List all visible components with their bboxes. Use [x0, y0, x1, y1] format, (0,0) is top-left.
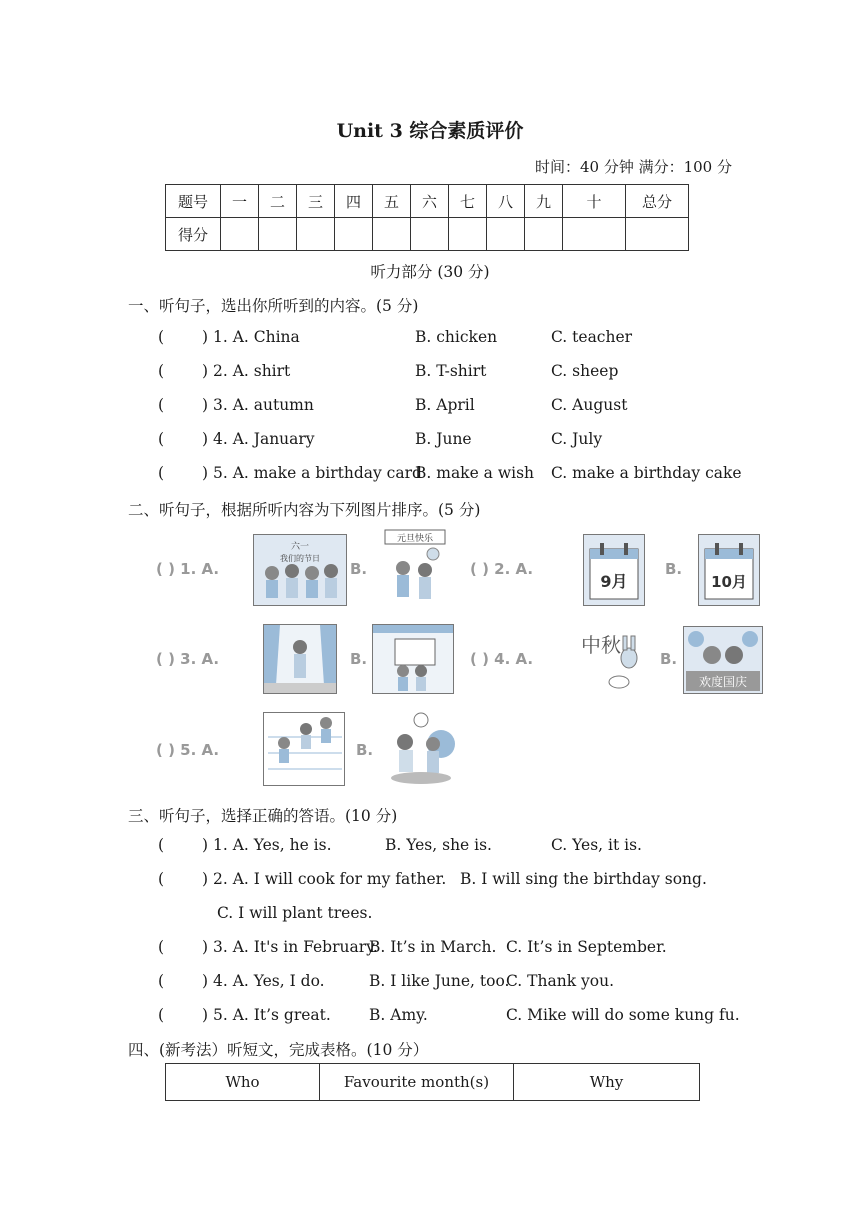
- score-header-cell: 八: [487, 185, 525, 218]
- s2-q1a-top-text: 六一: [290, 542, 310, 552]
- answer-table-header-row: [166, 1064, 700, 1101]
- s3-q3-c: C. It’s in September.: [506, 938, 667, 956]
- score-cell[interactable]: [335, 218, 373, 251]
- score-cell[interactable]: [259, 218, 297, 251]
- s2-q4-b-label: B.: [660, 650, 678, 668]
- s3-q1-a: ) 1. A. Yes, he is.: [202, 836, 332, 854]
- score-header-cell: 二: [259, 185, 297, 218]
- s2-q4b-banner-text: 欢度国庆: [698, 675, 748, 689]
- score-header-cell: 一: [221, 185, 259, 218]
- s2-q2-picture-b: [698, 534, 760, 606]
- children-planting-trees-icon: [375, 710, 467, 786]
- score-cell[interactable]: [525, 218, 563, 251]
- s2-q4a-text: 中秋: [581, 633, 621, 657]
- stage-girl-singing-icon: [264, 625, 336, 693]
- mid-autumn-rabbit-icon: [575, 622, 645, 694]
- score-header-cell: 十: [563, 185, 626, 218]
- s2-q5-picture-b: [375, 710, 467, 786]
- answer-col-favourite-months: Favourite month(s): [320, 1064, 514, 1101]
- s2-q3-picture-b: [372, 624, 454, 694]
- answer-col-who: Who: [166, 1064, 320, 1101]
- s2-q2b-month-text: 10月: [711, 573, 747, 591]
- s1-q3: ( ) 3. A. autumn: [158, 396, 314, 414]
- s2-q5-picture-a: [263, 712, 345, 786]
- s3-q4-c: C. Thank you.: [506, 972, 615, 990]
- s3-q2-c: C. I will plant trees.: [217, 904, 373, 922]
- score-row-label: 得分: [166, 218, 221, 251]
- score-header-cell: 六: [411, 185, 449, 218]
- s2-q1b-banner-text: 元旦快乐: [396, 534, 434, 544]
- section4-heading: 四、(新考法）听短文，完成表格。(10 分）: [128, 1041, 429, 1059]
- s2-q3-b-label: B.: [350, 650, 368, 668]
- s1-q5-b: B. make a wish: [415, 464, 535, 482]
- s2-q4-picture-b: [683, 626, 763, 694]
- score-cell[interactable]: [373, 218, 411, 251]
- s3-q5-b: B. Amy.: [369, 1006, 428, 1024]
- s1-q4: ( ) 4. A. January: [158, 430, 315, 448]
- national-day-children-icon: [684, 627, 762, 693]
- children-board-icon: [264, 713, 344, 785]
- score-table-header-row: [166, 185, 689, 218]
- score-header-cell: 七: [449, 185, 487, 218]
- section1-heading: 一、听句子，选出你所听到的内容。(5 分): [128, 297, 419, 315]
- score-cell[interactable]: [563, 218, 626, 251]
- s1-q4-c: C. July: [551, 430, 603, 448]
- s3-q3: ( ) 3. A. It's in February.: [158, 938, 378, 956]
- s2-q2-picture-a: [583, 534, 645, 606]
- s2-q1a-sub-text: 我们的节日: [280, 554, 320, 563]
- s3-q5-a: ) 5. A. It’s great.: [202, 1006, 331, 1024]
- score-header-cell: 三: [297, 185, 335, 218]
- score-header-cell: 总分: [626, 185, 689, 218]
- s1-q3-b: B. April: [415, 396, 475, 414]
- s3-q4-b: B. I like June, too.: [369, 972, 510, 990]
- s1-q2: ( ) 2. A. shirt: [158, 362, 291, 380]
- s3-q5: ( ) 5. A. It’s great.: [158, 1006, 331, 1024]
- score-cell[interactable]: [449, 218, 487, 251]
- s2-q5-label: ( ) 5. A.: [156, 741, 220, 759]
- s2-q5-b-label: B.: [356, 741, 374, 759]
- s2-q3-picture-a: [263, 624, 337, 694]
- children-drawing-board-icon: [373, 625, 453, 693]
- s2-q2a-month-text: 9月: [600, 572, 628, 591]
- s1-q5: ( ) 5. A. make a birthday card: [158, 464, 422, 482]
- s2-q3-label: ( ) 3. A.: [156, 650, 220, 668]
- s1-q1: ( ) 1. A. China: [158, 328, 300, 346]
- s3-q5-c: C. Mike will do some kung fu.: [506, 1006, 740, 1024]
- s1-q5-a: ) 5. A. make a birthday card: [202, 464, 422, 482]
- s2-q2-b-label: B.: [665, 560, 683, 578]
- s1-q4-b: B. June: [415, 430, 472, 448]
- score-cell[interactable]: [297, 218, 335, 251]
- s3-q2: ( ) 2. A. I will cook for my father.: [158, 870, 447, 888]
- s1-q2-b: B. T-shirt: [415, 362, 487, 380]
- listening-header: 听力部分 (30 分): [370, 263, 490, 281]
- score-cell[interactable]: [487, 218, 525, 251]
- s1-q1-c: C. teacher: [551, 328, 633, 346]
- score-header-cell: 九: [525, 185, 563, 218]
- page-title: Unit 3 综合素质评价: [336, 120, 524, 142]
- s2-q1-label: ( ) 1. A.: [156, 560, 220, 578]
- score-table: [165, 184, 689, 251]
- s2-q4-label: ( ) 4. A.: [470, 650, 534, 668]
- s2-q1-b-label: B.: [350, 560, 368, 578]
- s1-q1-b: B. chicken: [415, 328, 498, 346]
- s3-q4: ( ) 4. A. Yes, I do.: [158, 972, 325, 990]
- new-year-children-icon: [383, 528, 447, 608]
- s1-q3-a: ) 3. A. autumn: [202, 396, 314, 414]
- s3-q2-a: ) 2. A. I will cook for my father.: [202, 870, 447, 888]
- score-header-cell: 题号: [166, 185, 221, 218]
- s2-q1-picture-a: [253, 534, 347, 606]
- s3-q3-b: B. It’s in March.: [369, 938, 497, 956]
- score-cell[interactable]: [221, 218, 259, 251]
- s3-q1-b: B. Yes, she is.: [385, 836, 492, 854]
- s1-q3-c: C. August: [551, 396, 628, 414]
- s3-q1-c: C. Yes, it is.: [551, 836, 642, 854]
- s2-q1-picture-b: [383, 528, 447, 608]
- childrens-day-children-icon: [254, 535, 346, 605]
- s1-q5-c: C. make a birthday cake: [551, 464, 742, 482]
- s3-q1: ( ) 1. A. Yes, he is.: [158, 836, 332, 854]
- s1-q2-a: ) 2. A. shirt: [202, 362, 291, 380]
- answer-col-why: Why: [514, 1064, 700, 1101]
- s2-q4-picture-a: [575, 622, 645, 694]
- calendar-september-icon: [584, 535, 644, 605]
- s2-q2-label: ( ) 2. A.: [470, 560, 534, 578]
- time-info: 时间：40 分钟 满分：100 分: [534, 158, 732, 176]
- score-cell[interactable]: [411, 218, 449, 251]
- s1-q1-a: ) 1. A. China: [202, 328, 300, 346]
- s3-q4-a: ) 4. A. Yes, I do.: [202, 972, 325, 990]
- section2-heading: 二、听句子，根据所听内容为下列图片排序。(5 分): [128, 501, 481, 519]
- s1-q2-c: C. sheep: [551, 362, 619, 380]
- s1-q4-a: ) 4. A. January: [202, 430, 315, 448]
- section3-heading: 三、听句子，选择正确的答语。(10 分): [128, 807, 398, 825]
- s3-q3-a: ) 3. A. It's in February.: [202, 938, 378, 956]
- answer-table: [165, 1063, 700, 1101]
- score-header-cell: 五: [373, 185, 411, 218]
- score-table-score-row: [166, 218, 689, 251]
- score-cell[interactable]: [626, 218, 689, 251]
- calendar-october-icon: [699, 535, 759, 605]
- score-header-cell: 四: [335, 185, 373, 218]
- s3-q2-b: B. I will sing the birthday song.: [460, 870, 707, 888]
